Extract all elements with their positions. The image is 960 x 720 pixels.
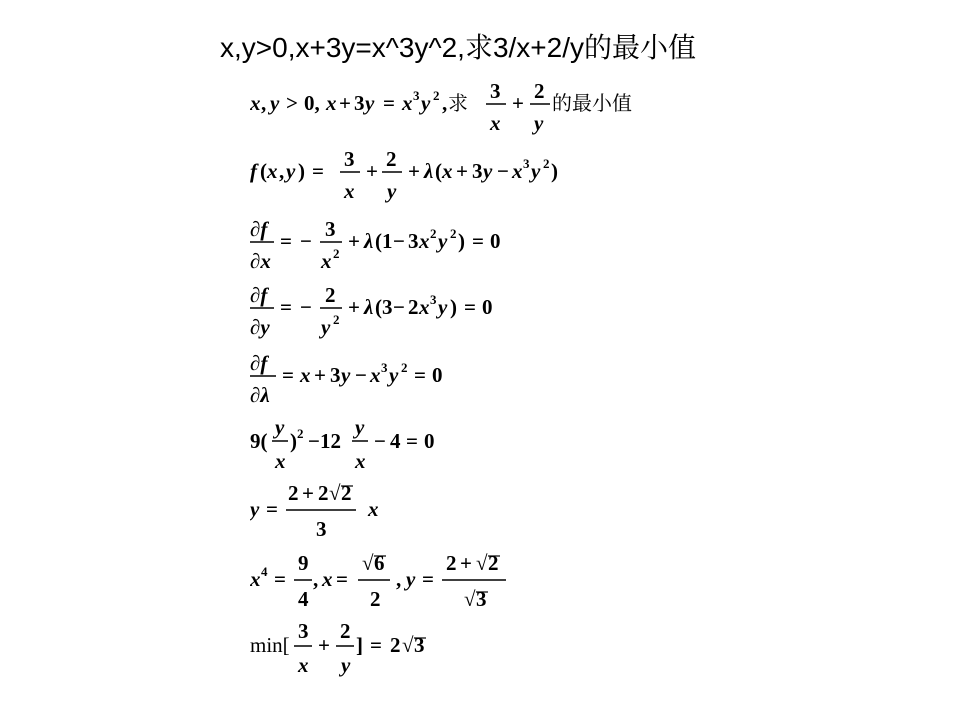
svg-text:2: 2 [408, 295, 419, 319]
svg-text:+: + [408, 159, 420, 183]
svg-text:+: + [318, 633, 330, 657]
svg-text:y: y [365, 91, 375, 115]
svg-text:0,: 0, [304, 91, 320, 115]
svg-text:x: x [298, 653, 309, 677]
svg-text:λ: λ [364, 229, 374, 253]
cjk-min-value: 的最小值 [552, 91, 632, 115]
svg-text:√: √ [402, 633, 414, 657]
svg-text:min[: min[ [250, 633, 290, 657]
svg-text:3: 3 [298, 619, 309, 643]
svg-text:3: 3 [408, 229, 419, 253]
svg-text:2: 2 [390, 633, 401, 657]
svg-text:y: y [438, 229, 448, 253]
svg-text:x: x [322, 567, 333, 591]
svg-text:(3: (3 [375, 295, 393, 319]
svg-text:3: 3 [330, 363, 341, 387]
partial-lambda [250, 348, 550, 415]
xy-values [250, 548, 530, 619]
svg-text:x: x [368, 497, 379, 521]
svg-text:3: 3 [430, 292, 437, 307]
svg-text:3: 3 [325, 217, 336, 241]
svg-text:2: 2 [386, 147, 397, 171]
svg-text:2: 2 [450, 226, 457, 241]
partial-x [250, 214, 550, 281]
svg-text:+: + [512, 91, 524, 115]
svg-text:=: = [312, 159, 324, 183]
svg-text:2: 2 [318, 481, 329, 505]
svg-text:2: 2 [543, 156, 550, 171]
svg-text:y: y [406, 567, 416, 591]
svg-text:x: x [250, 567, 261, 591]
svg-text:(1: (1 [375, 229, 393, 253]
svg-text:2: 2 [340, 619, 351, 643]
svg-text:0: 0 [490, 229, 501, 253]
svg-text:0: 0 [432, 363, 443, 387]
svg-text:x: x [300, 363, 311, 387]
svg-text:3: 3 [414, 633, 425, 657]
svg-text:2: 2 [401, 360, 408, 375]
svg-text:=: = [280, 295, 292, 319]
svg-text:2: 2 [488, 551, 499, 575]
svg-text:x: x [326, 91, 337, 115]
svg-text:2: 2 [446, 551, 457, 575]
page-title: x,y>0,x+3y=x^3y^2,求3/x+2/y的最小值 [220, 32, 697, 63]
svg-text:√: √ [329, 481, 341, 505]
svg-text:∂y: ∂y [250, 315, 270, 339]
svg-text:+: + [348, 229, 360, 253]
svg-text:+: + [302, 481, 314, 505]
svg-text:y: y [438, 295, 448, 319]
svg-text:=: = [274, 567, 286, 591]
svg-text:=: = [472, 229, 484, 253]
svg-text:=: = [370, 633, 382, 657]
svg-text:x: x [267, 159, 278, 183]
svg-text:,: , [396, 567, 402, 591]
svg-text:y: y [286, 159, 296, 183]
svg-text:y: y [387, 179, 397, 203]
svg-text:y: y [321, 315, 331, 339]
svg-text:): ) [551, 159, 558, 183]
svg-text:2: 2 [333, 312, 340, 327]
svg-text:=: = [383, 91, 395, 115]
svg-text:3: 3 [476, 587, 487, 611]
svg-text:y: y [270, 91, 280, 115]
ratio-equation [250, 414, 490, 481]
svg-text:+: + [314, 363, 326, 387]
svg-text:,: , [279, 159, 285, 183]
svg-text:,: , [313, 567, 319, 591]
svg-text:3: 3 [354, 91, 365, 115]
svg-text:y: y [389, 363, 399, 387]
svg-text:): ) [290, 429, 297, 453]
svg-text:,: , [261, 91, 267, 115]
svg-text:,: , [442, 91, 448, 115]
svg-text:2: 2 [288, 481, 299, 505]
svg-text:0: 0 [424, 429, 435, 453]
svg-text:+: + [460, 551, 472, 575]
svg-text:9(: 9( [250, 429, 268, 453]
svg-text:3: 3 [344, 147, 355, 171]
svg-text:3: 3 [523, 156, 530, 171]
svg-text:3: 3 [413, 88, 420, 103]
svg-text:λ: λ [364, 295, 374, 319]
svg-text:−: − [300, 295, 312, 319]
svg-text:y: y [421, 91, 431, 115]
svg-text:x: x [344, 179, 355, 203]
svg-text:x: x [490, 111, 501, 135]
svg-text:x: x [275, 449, 286, 473]
svg-text:x: x [402, 91, 413, 115]
svg-text:∂f: ∂f [250, 351, 268, 375]
svg-text:+: + [348, 295, 360, 319]
svg-text:4: 4 [390, 429, 401, 453]
svg-text:2: 2 [297, 426, 304, 441]
svg-text:+: + [456, 159, 468, 183]
lagrangian [250, 146, 610, 209]
svg-text:3: 3 [316, 517, 327, 541]
svg-text:>: > [286, 91, 298, 115]
svg-text:∂f: ∂f [250, 283, 268, 307]
svg-text:√: √ [476, 551, 488, 575]
svg-text:2: 2 [433, 88, 440, 103]
svg-text:0: 0 [482, 295, 493, 319]
svg-text:2: 2 [370, 587, 381, 611]
svg-text:=: = [464, 295, 476, 319]
svg-text:(: ( [435, 159, 442, 183]
cjk-qiu: 求 [448, 91, 468, 115]
svg-text:∂f: ∂f [250, 217, 268, 241]
svg-text:3: 3 [490, 79, 501, 103]
svg-text:y: y [341, 363, 351, 387]
svg-text:x: x [370, 363, 381, 387]
svg-text:(: ( [260, 159, 267, 183]
svg-text:3: 3 [472, 159, 483, 183]
svg-text:y: y [275, 415, 285, 439]
svg-text:x: x [355, 449, 366, 473]
svg-text:x: x [442, 159, 453, 183]
svg-text:3: 3 [381, 360, 388, 375]
svg-text:−: − [393, 229, 405, 253]
svg-text:2: 2 [341, 481, 352, 505]
svg-text:): ) [298, 159, 305, 183]
svg-text:=: = [422, 567, 434, 591]
svg-text:f: f [250, 159, 257, 183]
svg-text:√: √ [362, 551, 374, 575]
svg-text:x: x [321, 249, 332, 273]
svg-text:y: y [355, 415, 365, 439]
svg-text:=: = [282, 363, 294, 387]
svg-text:λ: λ [424, 159, 434, 183]
svg-text:y: y [250, 497, 260, 521]
svg-text:−12: −12 [308, 429, 341, 453]
svg-text:2: 2 [325, 283, 336, 307]
svg-text:): ) [450, 295, 457, 319]
svg-text:−: − [300, 229, 312, 253]
svg-text:=: = [406, 429, 418, 453]
svg-text:2: 2 [430, 226, 437, 241]
problem-statement [250, 78, 670, 141]
svg-text:=: = [280, 229, 292, 253]
svg-text:−: − [393, 295, 405, 319]
svg-text:=: = [266, 497, 278, 521]
svg-text:4: 4 [261, 564, 268, 579]
svg-text:∂x: ∂x [250, 249, 271, 273]
svg-text:+: + [339, 91, 351, 115]
y-solution [250, 478, 470, 547]
svg-text:∂λ: ∂λ [250, 383, 270, 407]
svg-text:=: = [414, 363, 426, 387]
svg-text:−: − [355, 363, 367, 387]
svg-text:2: 2 [534, 79, 545, 103]
svg-text:y: y [341, 653, 351, 677]
svg-text:y: y [531, 159, 541, 183]
partial-y [250, 280, 550, 347]
svg-text:x: x [512, 159, 523, 183]
svg-text:9: 9 [298, 551, 309, 575]
svg-text:2: 2 [333, 246, 340, 261]
svg-text:y: y [534, 111, 544, 135]
svg-text:√: √ [464, 587, 476, 611]
svg-text:4: 4 [298, 587, 309, 611]
svg-text:−: − [374, 429, 386, 453]
svg-text:y: y [483, 159, 493, 183]
svg-text:]: ] [356, 633, 363, 657]
svg-text:): ) [458, 229, 465, 253]
svg-text:6: 6 [374, 551, 385, 575]
minimum-result [250, 616, 490, 685]
svg-text:x: x [419, 295, 430, 319]
svg-text:x: x [250, 91, 261, 115]
svg-text:−: − [497, 159, 509, 183]
svg-text:=: = [336, 567, 348, 591]
svg-text:+: + [366, 159, 378, 183]
svg-text:x: x [419, 229, 430, 253]
